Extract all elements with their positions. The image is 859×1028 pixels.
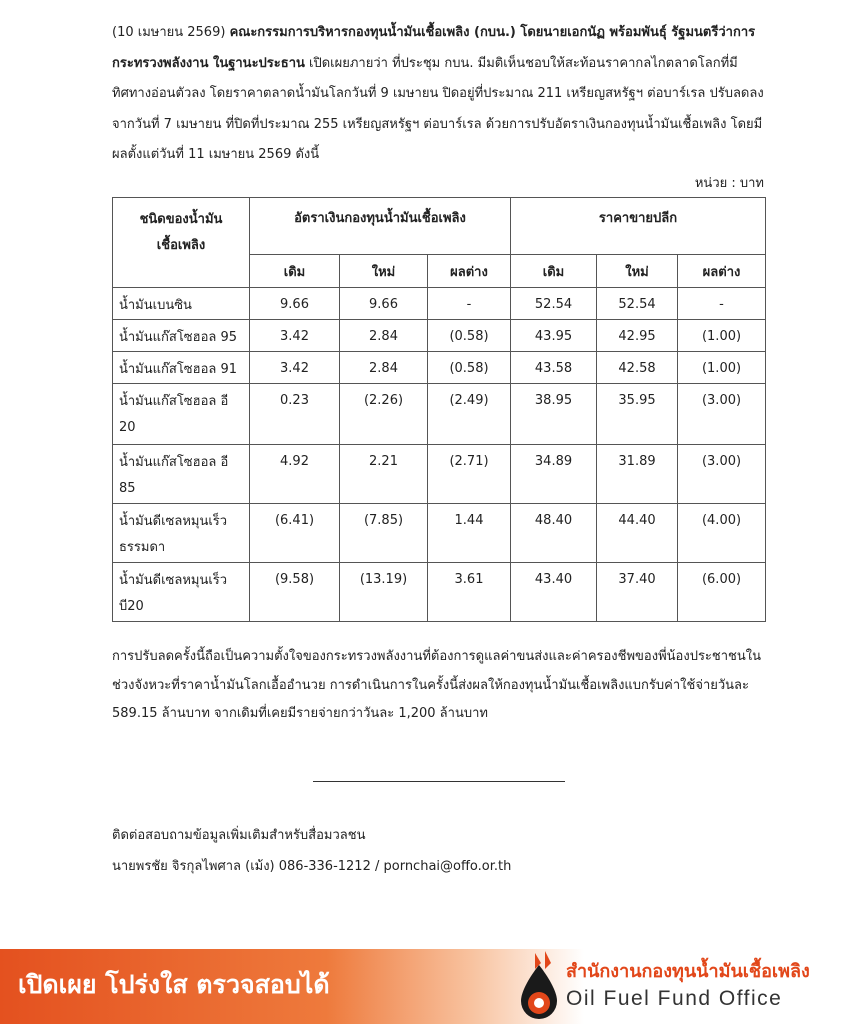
table-row (113, 445, 766, 504)
retail-new-value: 42.58 (597, 352, 678, 384)
table-row (113, 288, 766, 320)
contact-person: นายพรชัย จิรกุลไพศาล (เม้ง) 086-336-1212 / pornchai@offo.or.th (112, 859, 512, 874)
table-row (113, 320, 766, 352)
intro-committee: คณะกรรมการบริหารกองทุนน้ำมันเชื้อเพลิง (กบน.) โดยนายเอกนัฏ พร้อมพันธุ์ รัฐมนตรีว่าการกระทรวงพลังงาน ในฐานะประธาน (112, 25, 756, 71)
org-name-thai: สำนักงานกองทุนน้ำมันเชื้อเพลิง (566, 961, 810, 982)
retail-diff-value: (3.00) (678, 445, 766, 504)
retail-old-value: 34.89 (511, 445, 597, 504)
fund-old-value: (6.41) (250, 504, 340, 563)
unit-label: หน่วย : บาท (694, 176, 764, 191)
retail-old-value: 43.58 (511, 352, 597, 384)
contact-block (112, 820, 511, 882)
header-retail-old: เดิม (511, 255, 597, 288)
fuel-name: น้ำมันแก๊สโซฮอล อี 85 (113, 445, 250, 504)
retail-diff-value: (4.00) (678, 504, 766, 563)
header-fund-old: เดิม (250, 255, 340, 288)
header-fund-new: ใหม่ (340, 255, 428, 288)
intro-date: (10 เมษายน 2569) (112, 25, 230, 40)
header-fuel-type: ชนิดของน้ำมันเชื้อเพลิง (113, 198, 250, 288)
fuel-name: น้ำมันแก๊สโซฮอล อี 20 (113, 384, 250, 445)
footer-banner (0, 949, 859, 1024)
table-row (113, 563, 766, 622)
retail-old-value: 43.40 (511, 563, 597, 622)
fund-rate-table (112, 197, 766, 622)
fuel-name: น้ำมันดีเซลหมุนเร็วบี20 (113, 563, 250, 622)
retail-new-value: 37.40 (597, 563, 678, 622)
fuel-name: น้ำมันดีเซลหมุนเร็วธรรมดา (113, 504, 250, 563)
fund-new-value: (2.26) (340, 384, 428, 445)
header-retail-price: ราคาขายปลีก (511, 198, 766, 255)
retail-old-value: 52.54 (511, 288, 597, 320)
fuel-name: น้ำมันเบนซิน (113, 288, 250, 320)
header-retail-new: ใหม่ (597, 255, 678, 288)
retail-new-value: 31.89 (597, 445, 678, 504)
table-row (113, 352, 766, 384)
contact-heading: ติดต่อสอบถามข้อมูลเพิ่มเติมสำหรับสื่อมวลชน (112, 828, 366, 843)
fund-new-value: (13.19) (340, 563, 428, 622)
retail-diff-value: (6.00) (678, 563, 766, 622)
fund-new-value: 2.84 (340, 320, 428, 352)
footer-slogan: เปิดเผย โปร่งใส ตรวจสอบได้ (18, 970, 330, 999)
fund-old-value: 4.92 (250, 445, 340, 504)
retail-new-value: 44.40 (597, 504, 678, 563)
retail-old-value: 43.95 (511, 320, 597, 352)
retail-new-value: 42.95 (597, 320, 678, 352)
fund-diff-value: (0.58) (428, 320, 511, 352)
fund-old-value: 9.66 (250, 288, 340, 320)
fuel-name: น้ำมันแก๊สโซฮอล 95 (113, 320, 250, 352)
fund-old-value: 0.23 (250, 384, 340, 445)
retail-old-value: 48.40 (511, 504, 597, 563)
retail-new-value: 35.95 (597, 384, 678, 445)
table-row (113, 504, 766, 563)
retail-diff-value: - (678, 288, 766, 320)
fund-diff-value: (2.71) (428, 445, 511, 504)
retail-diff-value: (3.00) (678, 384, 766, 445)
table-row (113, 384, 766, 445)
fuel-name: น้ำมันแก๊สโซฮอล 91 (113, 352, 250, 384)
retail-new-value: 52.54 (597, 288, 678, 320)
fund-diff-value: (0.58) (428, 352, 511, 384)
fund-new-value: 2.84 (340, 352, 428, 384)
fund-diff-value: - (428, 288, 511, 320)
fund-diff-value: (2.49) (428, 384, 511, 445)
retail-diff-value: (1.00) (678, 352, 766, 384)
intro-body: เปิดเผยภายว่า ที่ประชุม กบน. มีมติเห็นชอบให้สะท้อนราคากลไกตลาดโลกที่มีทิศทางอ่อนตัวลง โดยราคาตลาดน้ำมันโลกวันที่ 9 เมษายน ปิดอยู่ที่ประมาณ 211 เหรียญสหรัฐฯ ต่อบาร์เรล ปรับลดลงจากวันที่ 7 เมษายน ที่ปิดที่ประมาณ 255 เหรียญสหรัฐฯ ต่อบาร์เรล ด้วยการปรับอัตราเงินกองทุนน้ำมันเชื้อเพลิง โดยมีผลตั้งแต่วันที่ 11 เมษายน 2569 ดังนี้ (112, 55, 764, 162)
fund-diff-value: 1.44 (428, 504, 511, 563)
header-fund-rate: อัตราเงินกองทุนน้ำมันเชื้อเพลิง (250, 198, 511, 255)
header-fund-diff: ผลต่าง (428, 255, 511, 288)
org-name-english: Oil Fuel Fund Office (566, 987, 783, 1010)
fund-diff-value: 3.61 (428, 563, 511, 622)
fund-old-value: (9.58) (250, 563, 340, 622)
section-divider (313, 781, 565, 782)
retail-old-value: 38.95 (511, 384, 597, 445)
closing-paragraph: การปรับลดครั้งนี้ถือเป็นความตั้งใจของกระทรวงพลังงานที่ต้องการดูแลค่าขนส่งและค่าครองชีพของพี่น้องประชาชนในช่วงจังหวะที่ราคาน้ำมันโลกเอื้ออำนวย การดำเนินการในครั้งนี้ส่งผลให้กองทุนน้ำมันเชื้อเพลิงแบกรับค่าใช้จ่ายวันละ 589.15 ล้านบาท จากเดิมที่เคยมีรายจ่ายกว่าวันละ 1,200 ล้านบาท (112, 649, 761, 721)
fund-new-value: 9.66 (340, 288, 428, 320)
fund-new-value: 2.21 (340, 445, 428, 504)
fund-old-value: 3.42 (250, 320, 340, 352)
fund-new-value: (7.85) (340, 504, 428, 563)
retail-diff-value: (1.00) (678, 320, 766, 352)
intro-paragraph (112, 18, 767, 171)
header-retail-diff: ผลต่าง (678, 255, 766, 288)
fund-old-value: 3.42 (250, 352, 340, 384)
